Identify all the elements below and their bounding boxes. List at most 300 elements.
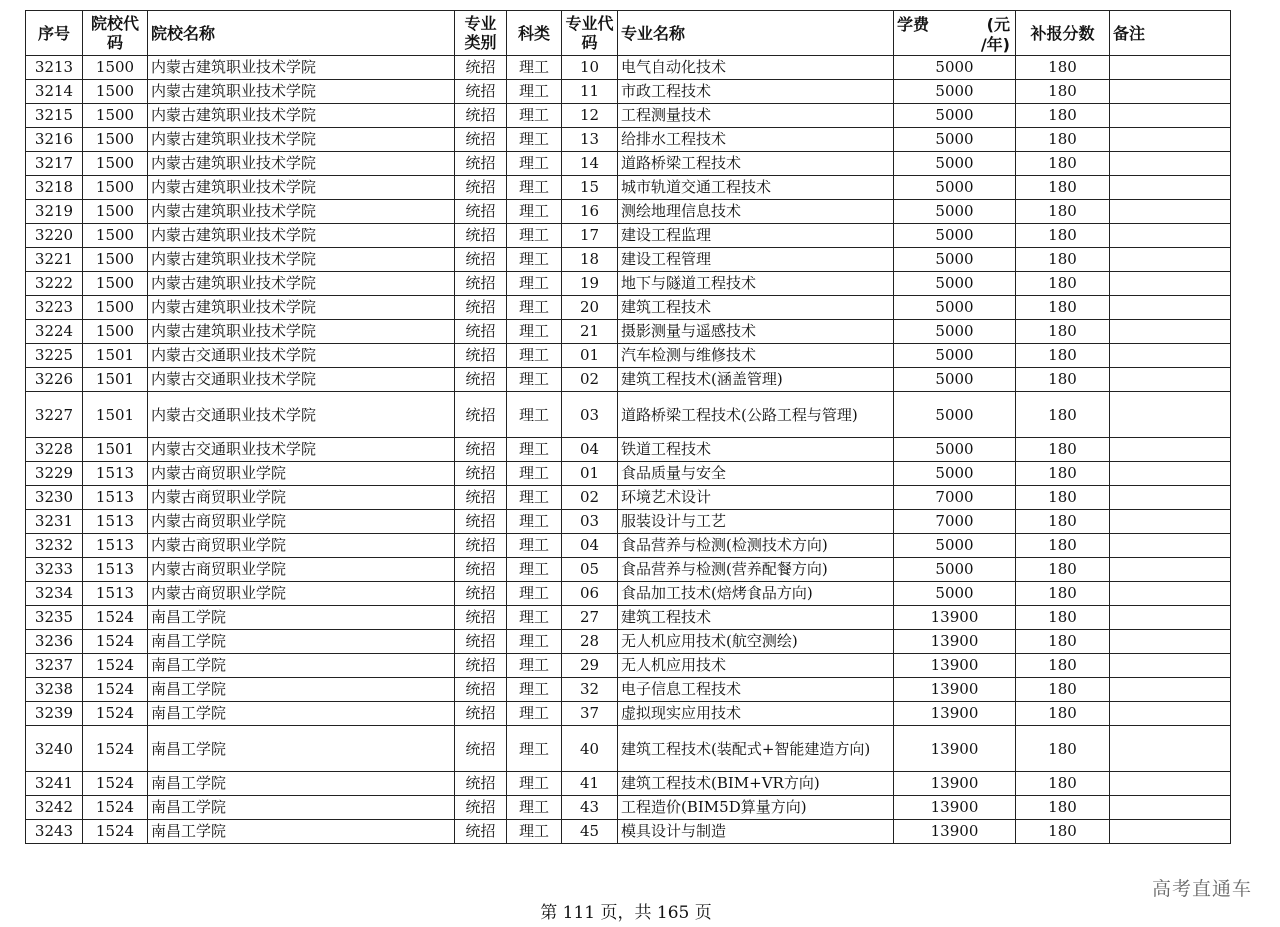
cell-major-code: 43	[562, 796, 618, 820]
cell-school-code: 1500	[83, 152, 148, 176]
cell-major-code: 37	[562, 702, 618, 726]
header-major-code: 专业代码	[562, 11, 618, 56]
cell-category: 理工	[507, 56, 562, 80]
cell-major-name: 无人机应用技术(航空测绘)	[618, 630, 894, 654]
cell-school-code: 1524	[83, 654, 148, 678]
cell-score: 180	[1016, 726, 1110, 772]
cell-fee: 5000	[894, 296, 1016, 320]
cell-fee: 5000	[894, 224, 1016, 248]
cell-school-code: 1513	[83, 582, 148, 606]
table-row	[26, 772, 1231, 796]
cell-note	[1110, 152, 1231, 176]
cell-seq: 3223	[26, 296, 83, 320]
header-fee	[894, 11, 1016, 56]
header-category: 科类	[507, 11, 562, 56]
cell-major-type: 统招	[455, 248, 507, 272]
cell-seq: 3235	[26, 606, 83, 630]
table-row	[26, 56, 1231, 80]
cell-fee: 5000	[894, 248, 1016, 272]
cell-major-code: 02	[562, 368, 618, 392]
cell-school-code: 1500	[83, 272, 148, 296]
cell-school-code: 1500	[83, 104, 148, 128]
cell-school-code: 1524	[83, 796, 148, 820]
cell-major-name: 汽车检测与维修技术	[618, 344, 894, 368]
cell-major-type: 统招	[455, 820, 507, 844]
cell-major-name: 工程造价(BIM5D算量方向)	[618, 796, 894, 820]
table-row	[26, 462, 1231, 486]
cell-note	[1110, 296, 1231, 320]
cell-school-code: 1524	[83, 678, 148, 702]
cell-major-code: 20	[562, 296, 618, 320]
cell-school-code: 1513	[83, 462, 148, 486]
cell-school-name: 内蒙古建筑职业技术学院	[148, 200, 455, 224]
watermark: 高考直通车	[1151, 878, 1252, 900]
cell-school-name: 内蒙古商贸职业学院	[148, 486, 455, 510]
cell-major-code: 12	[562, 104, 618, 128]
cell-major-code: 03	[562, 510, 618, 534]
cell-score: 180	[1016, 56, 1110, 80]
cell-school-name: 内蒙古建筑职业技术学院	[148, 104, 455, 128]
cell-fee: 5000	[894, 152, 1016, 176]
cell-major-name: 模具设计与制造	[618, 820, 894, 844]
cell-major-code: 29	[562, 654, 618, 678]
cell-seq: 3217	[26, 152, 83, 176]
cell-category: 理工	[507, 702, 562, 726]
cell-category: 理工	[507, 772, 562, 796]
table-row	[26, 296, 1231, 320]
cell-major-type: 统招	[455, 654, 507, 678]
cell-category: 理工	[507, 368, 562, 392]
cell-seq: 3213	[26, 56, 83, 80]
header-row	[26, 11, 1231, 56]
cell-category: 理工	[507, 820, 562, 844]
cell-score: 180	[1016, 510, 1110, 534]
cell-score: 180	[1016, 772, 1110, 796]
table-row	[26, 726, 1231, 772]
cell-school-name: 南昌工学院	[148, 702, 455, 726]
cell-major-type: 统招	[455, 630, 507, 654]
cell-note	[1110, 176, 1231, 200]
cell-school-name: 南昌工学院	[148, 820, 455, 844]
cell-note	[1110, 224, 1231, 248]
cell-major-type: 统招	[455, 128, 507, 152]
cell-major-code: 17	[562, 224, 618, 248]
cell-major-code: 05	[562, 558, 618, 582]
cell-fee: 13900	[894, 702, 1016, 726]
cell-major-name: 铁道工程技术	[618, 438, 894, 462]
cell-school-code: 1500	[83, 56, 148, 80]
cell-school-name: 内蒙古建筑职业技术学院	[148, 80, 455, 104]
cell-score: 180	[1016, 392, 1110, 438]
cell-note	[1110, 56, 1231, 80]
cell-school-code: 1501	[83, 368, 148, 392]
cell-school-name: 内蒙古建筑职业技术学院	[148, 224, 455, 248]
cell-major-type: 统招	[455, 606, 507, 630]
table-row	[26, 510, 1231, 534]
cell-fee: 5000	[894, 438, 1016, 462]
cell-school-code: 1524	[83, 630, 148, 654]
page-number: 第 111 页，共 165 页	[540, 903, 712, 923]
cell-seq: 3221	[26, 248, 83, 272]
cell-school-name: 内蒙古建筑职业技术学院	[148, 176, 455, 200]
table-row	[26, 272, 1231, 296]
cell-note	[1110, 726, 1231, 772]
cell-note	[1110, 272, 1231, 296]
header-score: 补报分数	[1016, 11, 1110, 56]
cell-fee: 5000	[894, 582, 1016, 606]
cell-major-type: 统招	[455, 726, 507, 772]
cell-school-name: 南昌工学院	[148, 796, 455, 820]
cell-school-name: 内蒙古交通职业技术学院	[148, 344, 455, 368]
cell-major-name: 食品加工技术(焙烤食品方向)	[618, 582, 894, 606]
cell-school-name: 内蒙古建筑职业技术学院	[148, 320, 455, 344]
cell-fee: 13900	[894, 772, 1016, 796]
cell-seq: 3220	[26, 224, 83, 248]
cell-major-code: 45	[562, 820, 618, 844]
header-major-name: 专业名称	[618, 11, 894, 56]
cell-major-code: 40	[562, 726, 618, 772]
cell-note	[1110, 128, 1231, 152]
table-row	[26, 224, 1231, 248]
cell-note	[1110, 772, 1231, 796]
cell-fee: 5000	[894, 344, 1016, 368]
cell-school-name: 内蒙古商贸职业学院	[148, 582, 455, 606]
cell-category: 理工	[507, 344, 562, 368]
cell-category: 理工	[507, 176, 562, 200]
cell-school-name: 内蒙古建筑职业技术学院	[148, 272, 455, 296]
cell-school-code: 1513	[83, 486, 148, 510]
cell-major-name: 无人机应用技术	[618, 654, 894, 678]
cell-major-code: 41	[562, 772, 618, 796]
cell-school-name: 内蒙古商贸职业学院	[148, 558, 455, 582]
header-seq: 序号	[26, 11, 83, 56]
cell-score: 180	[1016, 582, 1110, 606]
cell-major-name: 建筑工程技术(BIM+VR方向)	[618, 772, 894, 796]
cell-school-name: 内蒙古商贸职业学院	[148, 462, 455, 486]
cell-score: 180	[1016, 320, 1110, 344]
cell-seq: 3219	[26, 200, 83, 224]
cell-seq: 3222	[26, 272, 83, 296]
cell-category: 理工	[507, 438, 562, 462]
cell-major-code: 16	[562, 200, 618, 224]
cell-major-type: 统招	[455, 772, 507, 796]
cell-category: 理工	[507, 462, 562, 486]
cell-school-name: 内蒙古商贸职业学院	[148, 510, 455, 534]
cell-seq: 3231	[26, 510, 83, 534]
cell-score: 180	[1016, 796, 1110, 820]
cell-category: 理工	[507, 152, 562, 176]
cell-major-name: 地下与隧道工程技术	[618, 272, 894, 296]
cell-school-code: 1524	[83, 820, 148, 844]
table-row	[26, 678, 1231, 702]
cell-major-name: 电子信息工程技术	[618, 678, 894, 702]
cell-major-name: 城市轨道交通工程技术	[618, 176, 894, 200]
cell-category: 理工	[507, 558, 562, 582]
table-row	[26, 534, 1231, 558]
cell-score: 180	[1016, 344, 1110, 368]
cell-major-name: 建筑工程技术	[618, 296, 894, 320]
cell-note	[1110, 558, 1231, 582]
cell-major-name: 道路桥梁工程技术	[618, 152, 894, 176]
header-fee-label: 学费	[897, 15, 930, 34]
cell-note	[1110, 320, 1231, 344]
cell-seq: 3237	[26, 654, 83, 678]
cell-major-type: 统招	[455, 56, 507, 80]
cell-seq: 3228	[26, 438, 83, 462]
cell-major-type: 统招	[455, 438, 507, 462]
table-row	[26, 392, 1231, 438]
cell-fee: 5000	[894, 392, 1016, 438]
cell-score: 180	[1016, 368, 1110, 392]
cell-score: 180	[1016, 558, 1110, 582]
cell-school-code: 1524	[83, 726, 148, 772]
cell-category: 理工	[507, 582, 562, 606]
cell-fee: 5000	[894, 320, 1016, 344]
cell-school-code: 1524	[83, 702, 148, 726]
table-row	[26, 702, 1231, 726]
cell-major-code: 01	[562, 344, 618, 368]
cell-category: 理工	[507, 486, 562, 510]
cell-major-type: 统招	[455, 152, 507, 176]
cell-major-code: 10	[562, 56, 618, 80]
cell-major-type: 统招	[455, 272, 507, 296]
cell-major-type: 统招	[455, 486, 507, 510]
cell-school-code: 1513	[83, 534, 148, 558]
cell-major-name: 电气自动化技术	[618, 56, 894, 80]
cell-major-name: 食品营养与检测(检测技术方向)	[618, 534, 894, 558]
cell-major-code: 28	[562, 630, 618, 654]
cell-major-name: 建设工程管理	[618, 248, 894, 272]
cell-note	[1110, 702, 1231, 726]
cell-major-code: 01	[562, 462, 618, 486]
cell-category: 理工	[507, 796, 562, 820]
table-row	[26, 320, 1231, 344]
cell-major-name: 环境艺术设计	[618, 486, 894, 510]
cell-major-name: 摄影测量与遥感技术	[618, 320, 894, 344]
table-row	[26, 368, 1231, 392]
cell-score: 180	[1016, 462, 1110, 486]
table-row	[26, 128, 1231, 152]
cell-category: 理工	[507, 248, 562, 272]
table-row	[26, 152, 1231, 176]
cell-note	[1110, 796, 1231, 820]
cell-major-code: 04	[562, 438, 618, 462]
cell-major-name: 建设工程监理	[618, 224, 894, 248]
cell-seq: 3241	[26, 772, 83, 796]
table-row	[26, 80, 1231, 104]
cell-note	[1110, 344, 1231, 368]
admissions-table	[25, 10, 1231, 844]
cell-major-code: 11	[562, 80, 618, 104]
table-row	[26, 582, 1231, 606]
table-row	[26, 486, 1231, 510]
table-row	[26, 344, 1231, 368]
header-fee-unit-a: (元	[986, 15, 1010, 34]
cell-fee: 5000	[894, 80, 1016, 104]
cell-school-code: 1524	[83, 772, 148, 796]
cell-fee: 5000	[894, 368, 1016, 392]
cell-school-code: 1500	[83, 224, 148, 248]
cell-fee: 7000	[894, 510, 1016, 534]
cell-school-code: 1500	[83, 128, 148, 152]
cell-note	[1110, 80, 1231, 104]
cell-school-code: 1524	[83, 606, 148, 630]
table-row	[26, 796, 1231, 820]
cell-seq: 3243	[26, 820, 83, 844]
cell-score: 180	[1016, 702, 1110, 726]
cell-score: 180	[1016, 296, 1110, 320]
cell-major-name: 食品质量与安全	[618, 462, 894, 486]
cell-score: 180	[1016, 438, 1110, 462]
cell-major-type: 统招	[455, 510, 507, 534]
cell-note	[1110, 200, 1231, 224]
cell-school-code: 1500	[83, 320, 148, 344]
cell-major-type: 统招	[455, 296, 507, 320]
cell-score: 180	[1016, 272, 1110, 296]
cell-major-type: 统招	[455, 796, 507, 820]
cell-note	[1110, 820, 1231, 844]
cell-major-code: 32	[562, 678, 618, 702]
cell-school-name: 南昌工学院	[148, 772, 455, 796]
header-major-type: 专业类别	[455, 11, 507, 56]
cell-school-name: 内蒙古建筑职业技术学院	[148, 56, 455, 80]
cell-school-code: 1500	[83, 296, 148, 320]
cell-seq: 3239	[26, 702, 83, 726]
cell-major-type: 统招	[455, 534, 507, 558]
header-school-code: 院校代码	[83, 11, 148, 56]
cell-seq: 3232	[26, 534, 83, 558]
header-note: 备注	[1110, 11, 1231, 56]
cell-major-type: 统招	[455, 224, 507, 248]
table-row	[26, 248, 1231, 272]
cell-fee: 13900	[894, 654, 1016, 678]
cell-major-code: 14	[562, 152, 618, 176]
cell-seq: 3242	[26, 796, 83, 820]
cell-category: 理工	[507, 606, 562, 630]
cell-major-type: 统招	[455, 462, 507, 486]
cell-category: 理工	[507, 320, 562, 344]
cell-fee: 5000	[894, 462, 1016, 486]
table-row	[26, 820, 1231, 844]
cell-note	[1110, 534, 1231, 558]
cell-note	[1110, 248, 1231, 272]
cell-major-type: 统招	[455, 104, 507, 128]
cell-score: 180	[1016, 152, 1110, 176]
cell-fee: 5000	[894, 200, 1016, 224]
cell-school-name: 内蒙古商贸职业学院	[148, 534, 455, 558]
cell-category: 理工	[507, 224, 562, 248]
cell-score: 180	[1016, 80, 1110, 104]
cell-school-name: 内蒙古建筑职业技术学院	[148, 296, 455, 320]
table-body	[26, 56, 1231, 844]
cell-major-code: 21	[562, 320, 618, 344]
cell-category: 理工	[507, 630, 562, 654]
cell-school-name: 南昌工学院	[148, 606, 455, 630]
cell-major-name: 建筑工程技术	[618, 606, 894, 630]
cell-seq: 3227	[26, 392, 83, 438]
cell-fee: 7000	[894, 486, 1016, 510]
cell-major-type: 统招	[455, 558, 507, 582]
cell-score: 180	[1016, 200, 1110, 224]
cell-major-name: 市政工程技术	[618, 80, 894, 104]
cell-seq: 3216	[26, 128, 83, 152]
cell-fee: 5000	[894, 104, 1016, 128]
cell-category: 理工	[507, 200, 562, 224]
cell-category: 理工	[507, 534, 562, 558]
cell-note	[1110, 510, 1231, 534]
cell-fee: 13900	[894, 606, 1016, 630]
cell-fee: 5000	[894, 558, 1016, 582]
table-row	[26, 200, 1231, 224]
table-row	[26, 104, 1231, 128]
cell-school-name: 内蒙古交通职业技术学院	[148, 392, 455, 438]
table-row	[26, 630, 1231, 654]
cell-major-name: 食品营养与检测(营养配餐方向)	[618, 558, 894, 582]
cell-major-code: 13	[562, 128, 618, 152]
table-row	[26, 176, 1231, 200]
cell-school-code: 1513	[83, 558, 148, 582]
cell-note	[1110, 368, 1231, 392]
cell-major-type: 统招	[455, 392, 507, 438]
cell-major-type: 统招	[455, 368, 507, 392]
cell-major-name: 虚拟现实应用技术	[618, 702, 894, 726]
cell-seq: 3226	[26, 368, 83, 392]
cell-school-name: 南昌工学院	[148, 726, 455, 772]
cell-school-code: 1501	[83, 392, 148, 438]
cell-major-code: 18	[562, 248, 618, 272]
cell-note	[1110, 462, 1231, 486]
cell-score: 180	[1016, 128, 1110, 152]
cell-category: 理工	[507, 296, 562, 320]
cell-fee: 5000	[894, 128, 1016, 152]
cell-fee: 13900	[894, 796, 1016, 820]
cell-major-type: 统招	[455, 344, 507, 368]
cell-school-code: 1500	[83, 80, 148, 104]
cell-major-code: 02	[562, 486, 618, 510]
cell-note	[1110, 392, 1231, 438]
cell-seq: 3233	[26, 558, 83, 582]
cell-score: 180	[1016, 486, 1110, 510]
cell-school-code: 1500	[83, 200, 148, 224]
cell-note	[1110, 678, 1231, 702]
cell-score: 180	[1016, 606, 1110, 630]
cell-seq: 3225	[26, 344, 83, 368]
cell-major-name: 建筑工程技术(涵盖管理)	[618, 368, 894, 392]
cell-category: 理工	[507, 128, 562, 152]
cell-seq: 3218	[26, 176, 83, 200]
cell-major-code: 06	[562, 582, 618, 606]
cell-note	[1110, 486, 1231, 510]
cell-school-name: 南昌工学院	[148, 654, 455, 678]
cell-seq: 3230	[26, 486, 83, 510]
cell-seq: 3234	[26, 582, 83, 606]
cell-note	[1110, 582, 1231, 606]
cell-school-code: 1513	[83, 510, 148, 534]
cell-school-name: 内蒙古建筑职业技术学院	[148, 152, 455, 176]
cell-major-type: 统招	[455, 702, 507, 726]
cell-seq: 3229	[26, 462, 83, 486]
cell-note	[1110, 438, 1231, 462]
cell-score: 180	[1016, 534, 1110, 558]
cell-seq: 3224	[26, 320, 83, 344]
cell-major-type: 统招	[455, 200, 507, 224]
cell-major-type: 统招	[455, 678, 507, 702]
cell-fee: 5000	[894, 56, 1016, 80]
cell-score: 180	[1016, 104, 1110, 128]
cell-major-name: 服装设计与工艺	[618, 510, 894, 534]
cell-score: 180	[1016, 224, 1110, 248]
cell-category: 理工	[507, 678, 562, 702]
